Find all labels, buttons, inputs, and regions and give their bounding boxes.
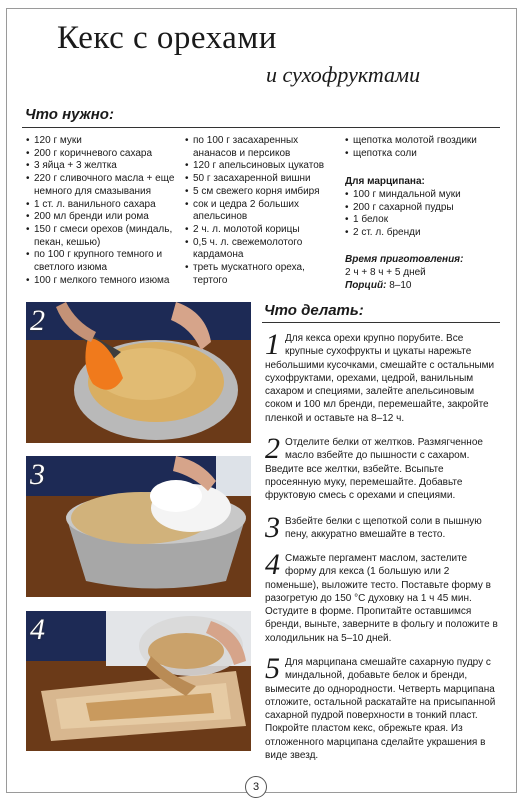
ingredient-item: • 1 ст. л. ванильного сахара (26, 199, 178, 212)
page-number: 3 (245, 776, 267, 798)
step-2 (265, 432, 500, 502)
portions-value: 8–10 (389, 280, 412, 291)
photo-number: 3 (30, 458, 45, 491)
ingredient-item: • по 100 г засахаренных ананасов и персиков (185, 135, 335, 160)
ingredients-heading: Что нужно: (25, 106, 114, 123)
steps-divider (262, 322, 500, 323)
step-number: 5 (265, 652, 280, 685)
ingredient-item: • 200 г коричневого сахара (26, 148, 178, 161)
photo-number: 2 (30, 304, 45, 337)
ingredient-item: • сок и цедра 2 больших апельсинов (185, 199, 335, 224)
ingredient-item: • 5 см свежего корня имбиря (185, 186, 335, 199)
prep-time-value: 2 ч + 8 ч + 5 дней (345, 267, 426, 278)
step-3 (265, 511, 500, 544)
ingredient-item: • 200 мл бренди или рома (26, 211, 178, 224)
ingredient-item: • 2 ст. л. бренди (345, 227, 495, 240)
step-photo-4 (26, 611, 251, 751)
step-text: Взбейте белки с щепоткой соли в пышную пену, аккуратно вмешайте в тесто. (285, 516, 482, 541)
ingredient-item: • 150 г смеси орехов (миндаль, пекан, кешью) (26, 224, 178, 249)
step-4 (265, 548, 500, 645)
ingredient-item: • 1 белок (345, 214, 495, 227)
step-text: Для марципана смешайте сахарную пудру с миндальной, добавьте белок и бренди, вымесите до однородности. Четверть марципана отложите, остальной раскатайте на присыпанной сахарной пудрой поверхности в тонкий пласт. Покройте пластом кекс, обрежьте края. Из отложенного марципана сделайте украшения в виде звезд. (265, 657, 496, 762)
step-5 (265, 652, 500, 762)
steps-heading: Что делать: (264, 302, 364, 319)
ingredient-item: • 2 ч. л. молотой корицы (185, 224, 335, 237)
ingredients-column-1 (26, 135, 178, 287)
ingredient-item: • 50 г засахаренной вишни (185, 173, 335, 186)
ingredient-item: • треть мускатного ореха, тертого (185, 262, 335, 287)
marzipan-list (345, 189, 495, 240)
step-text: Для кекса орехи крупно порубите. Все крупные сухофрукты и цукаты нарежьте небольшими кусочками, смешайте с остальными сухофруктами, орехами, цедрой, ванильным сахаром и специями, залейте апельсиновым соком и 100 мл бренди, перемешайте, закройте пленкой и оставьте на 8–12 ч. (265, 333, 495, 424)
ingredients-column-3 (345, 135, 495, 160)
step-text: Отделите белки от желтков. Размягченное масло взбейте до пышности с сахаром. Введите все желтки, взбейте. Всыпьте просеянную муку, перемешайте. Добавьте фруктовую смесь с орехами и специями. (265, 437, 483, 502)
step-number: 4 (265, 548, 280, 581)
ingredient-item: • 0,5 ч. л. свежемолотого кардамона (185, 237, 335, 262)
photo-number: 4 (30, 613, 45, 646)
prep-time-label: Время приготовления: (345, 254, 464, 265)
ingredient-item: • щепотка молотой гвоздики (345, 135, 495, 148)
step-photo-3 (26, 456, 251, 597)
ingredient-item: • 200 г сахарной пудры (345, 202, 495, 215)
ingredient-item: • 100 г мелкого темного изюма (26, 275, 178, 288)
page-title: Кекс с орехами (57, 20, 277, 56)
ingredient-item: • по 100 г крупного темного и светлого изюма (26, 249, 178, 274)
ingredient-item: • щепотка соли (345, 148, 495, 161)
ingredients-column-2 (185, 135, 335, 287)
step-number: 3 (265, 511, 280, 544)
step-1 (265, 328, 500, 425)
ingredient-item: • 120 г муки (26, 135, 178, 148)
step-number: 1 (265, 328, 280, 361)
ingredient-item: • 100 г миндальной муки (345, 189, 495, 202)
ingredient-item: • 220 г сливочного масла + еще немного для смазывания (26, 173, 178, 198)
ingredient-item: • 3 яйца + 3 желтка (26, 160, 178, 173)
step-number: 2 (265, 432, 280, 465)
step-photo-2 (26, 302, 251, 443)
ingredients-divider (22, 127, 500, 128)
ingredient-item: • 120 г апельсиновых цукатов (185, 160, 335, 173)
portions-label: Порций: (345, 280, 387, 291)
step-text: Смажьте пергамент маслом, застелите форму для кекса (1 большую или 2 поменьше), выложите тесто. Поставьте форму в разогретую до 150 °С духовку на 1 ч 45 мин. Остудите в форме. Пропитайте оставшимся бренди, выньте, заверните в фольгу и положите в холодильник на 5–10 дней. (265, 553, 498, 644)
portions (345, 280, 411, 291)
marzipan-heading: Для марципана: (345, 176, 425, 187)
page-subtitle: и сухофруктами (266, 62, 421, 87)
